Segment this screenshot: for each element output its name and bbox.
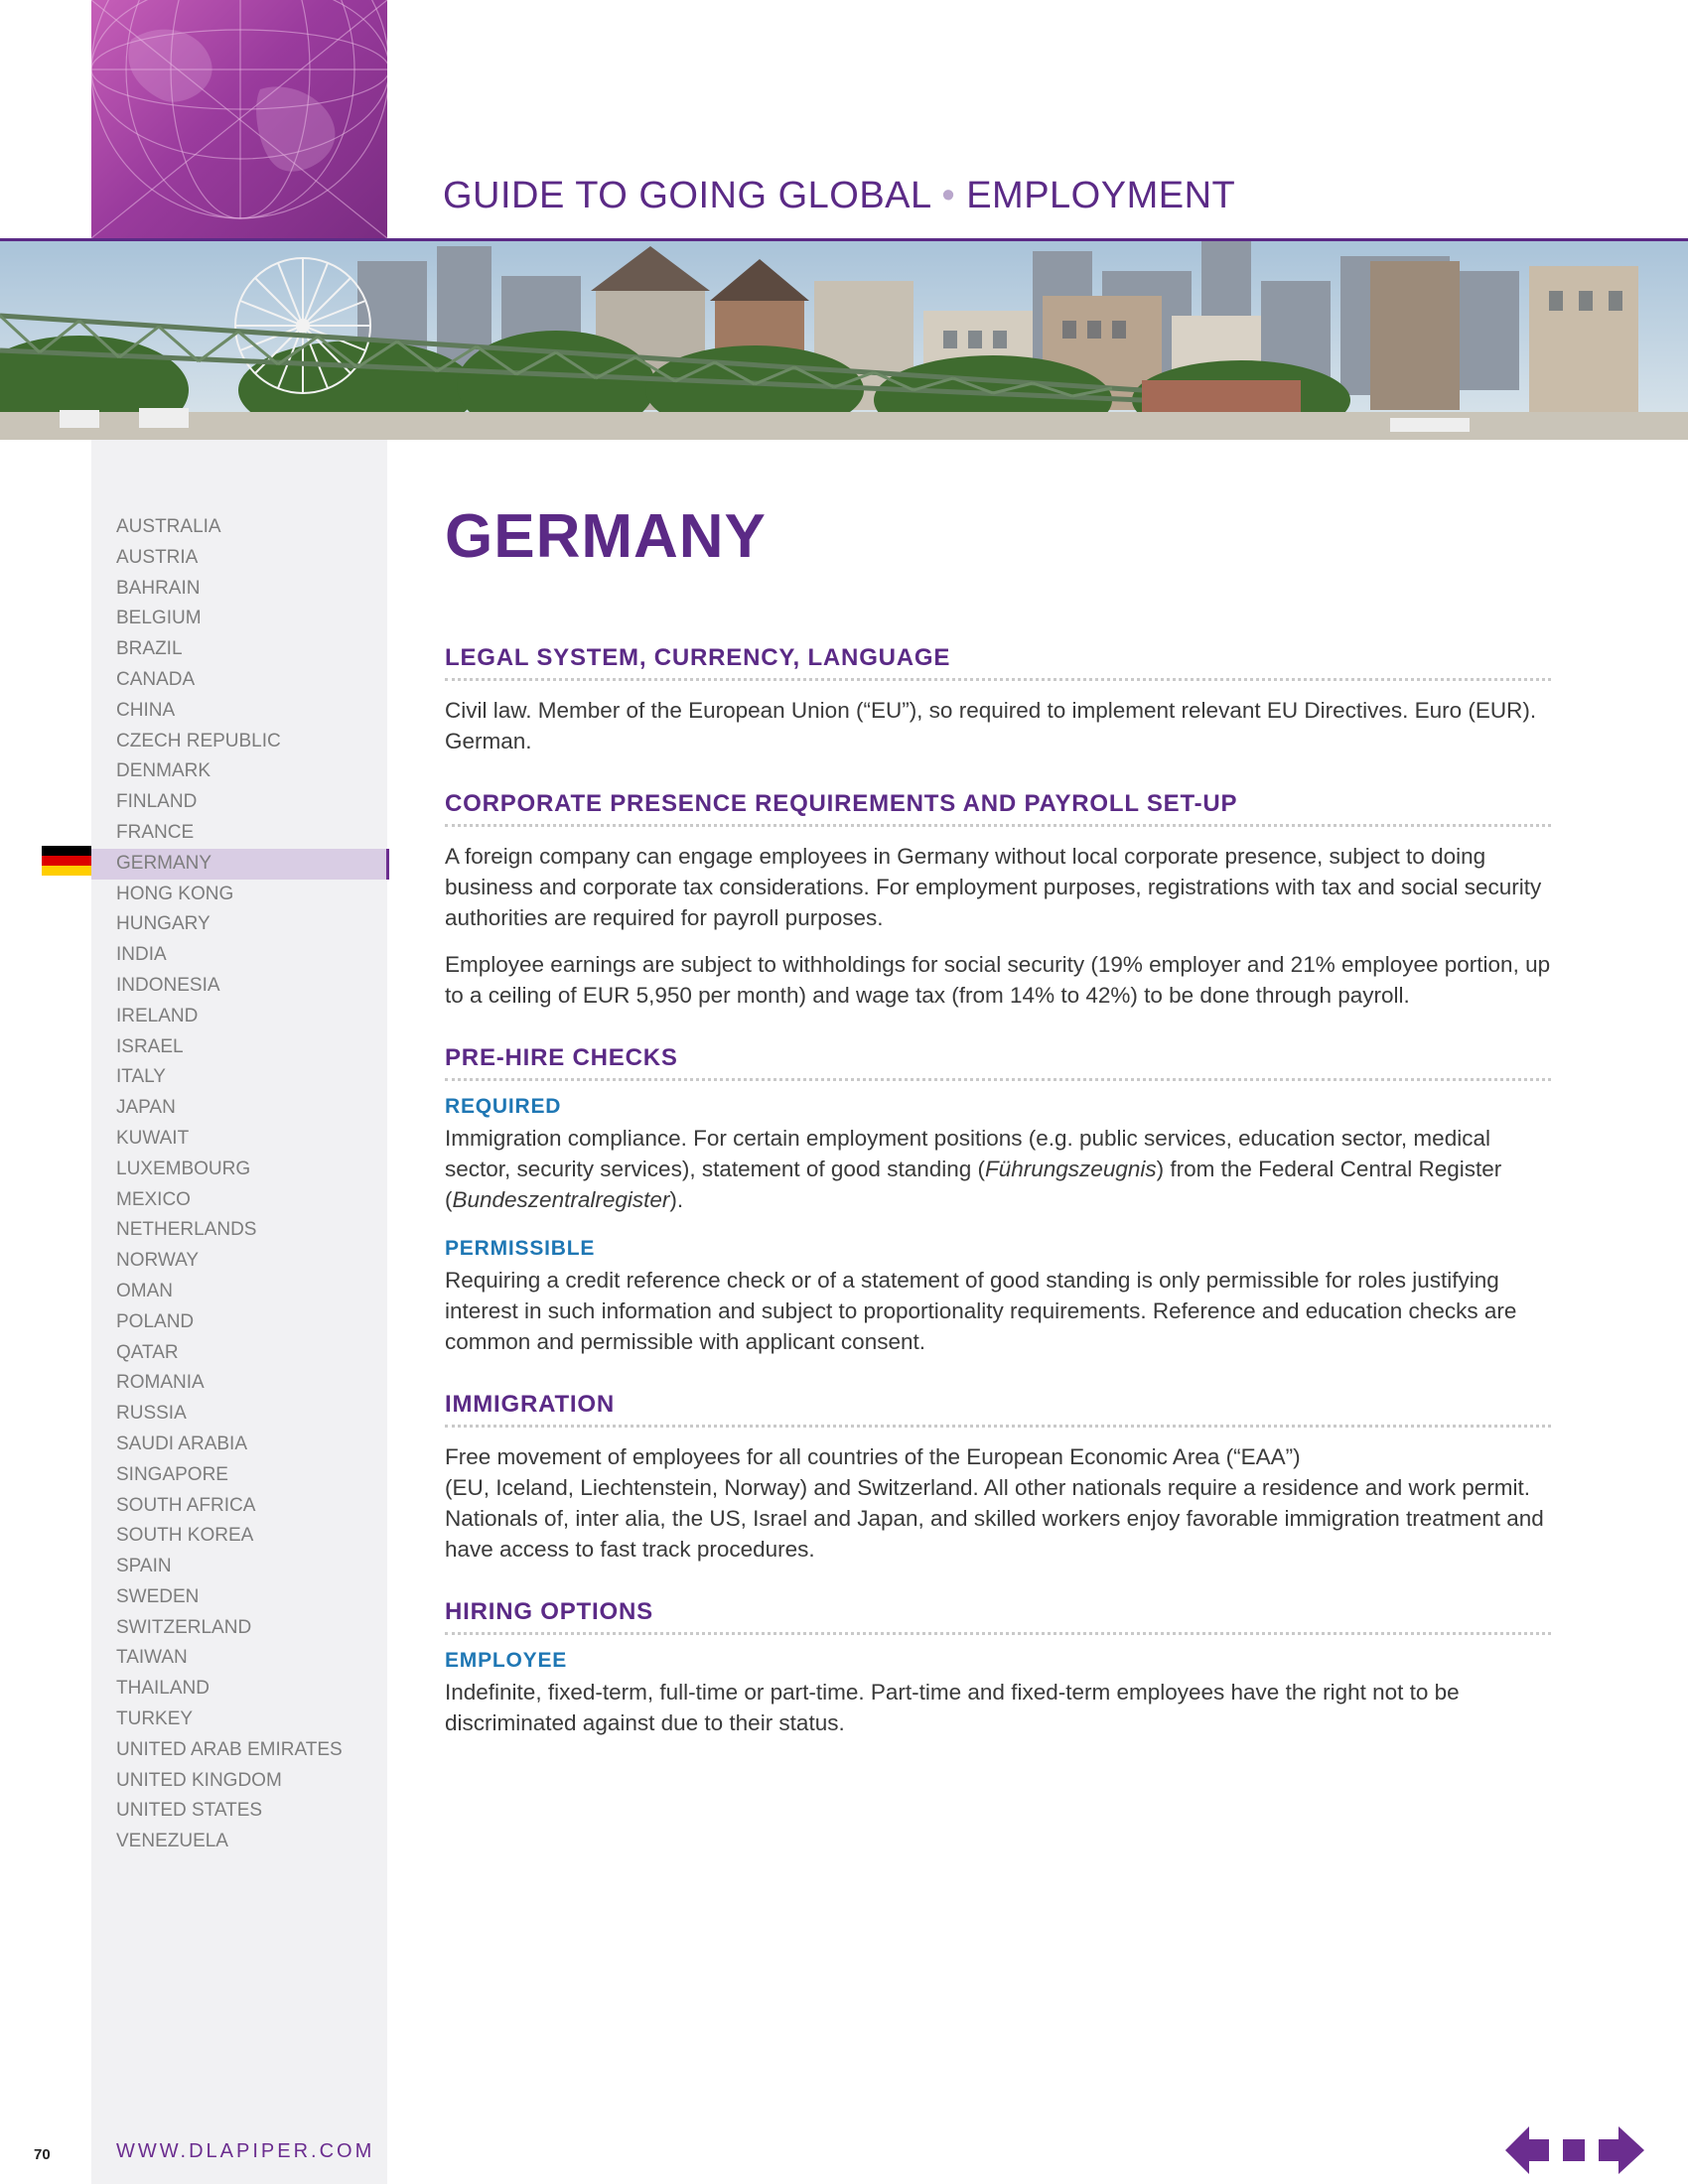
sidebar-item-china[interactable]: CHINA	[116, 699, 176, 721]
previous-page-arrow-icon[interactable]	[1505, 2126, 1549, 2174]
sidebar-item-finland[interactable]: FINLAND	[116, 791, 198, 813]
sidebar-item-venezuela[interactable]: VENEZUELA	[116, 1831, 228, 1852]
sidebar-item-kuwait[interactable]: KUWAIT	[116, 1127, 190, 1149]
sidebar-item-united-kingdom[interactable]: UNITED KINGDOM	[116, 1769, 282, 1791]
immigration-line-2: (EU, Iceland, Liechtenstein, Norway) and Switzerland. All other nationals require a residence and work permit. Nationals of, inter alia, the US, Israel and Japan, and skilled workers enjoy favorable immigration treatment and have access to fast track procedures.	[445, 1475, 1544, 1562]
hiring-heading: HIRING OPTIONS	[445, 1598, 1551, 1635]
sidebar-item-denmark[interactable]: DENMARK	[116, 760, 211, 782]
city-banner-photo	[0, 241, 1688, 440]
flag-stripe-black	[42, 846, 91, 856]
prehire-section	[445, 1044, 1551, 1357]
hiring-section	[445, 1598, 1551, 1738]
main-content	[445, 501, 1551, 1772]
sidebar-item-hungary[interactable]: HUNGARY	[116, 913, 211, 935]
sidebar-item-israel[interactable]: ISRAEL	[116, 1035, 184, 1057]
sidebar-item-spain[interactable]: SPAIN	[116, 1556, 172, 1577]
header-globe-graphic	[91, 0, 387, 238]
sidebar-item-italy[interactable]: ITALY	[116, 1066, 166, 1088]
sidebar-item-qatar[interactable]: QATAR	[116, 1341, 179, 1363]
employee-text: Indefinite, fixed-term, full-time or part-time. Part-time and fixed-term employees have the right not to be discriminated against due to their status.	[445, 1680, 1460, 1735]
sidebar-item-czech-republic[interactable]: CZECH REPUBLIC	[116, 730, 281, 751]
home-square-icon[interactable]	[1563, 2139, 1585, 2161]
guide-section-text: EMPLOYMENT	[966, 175, 1236, 216]
sidebar-item-bahrain[interactable]: BAHRAIN	[116, 577, 201, 599]
sidebar-item-india[interactable]: INDIA	[116, 944, 167, 966]
required-text-a: Immigration compliance. For certain employment positions (e.g. public services, education sector, medical sector, security services), statement of good standing (	[445, 1126, 1490, 1181]
sidebar-item-mexico[interactable]: MEXICO	[116, 1188, 191, 1210]
sidebar-item-south-africa[interactable]: SOUTH AFRICA	[116, 1494, 256, 1516]
permissible-text: Requiring a credit reference check or of a statement of good standing is only permissible for roles justifying interest in such information and subject to proportionality requirements. Reference and education checks are common and permissible with applicant consent.	[445, 1268, 1517, 1354]
sidebar-item-brazil[interactable]: BRAZIL	[116, 638, 183, 660]
corporate-heading: CORPORATE PRESENCE REQUIREMENTS AND PAYROLL SET-UP	[445, 790, 1551, 827]
required-text-b: ) from the Federal Central Register (	[445, 1157, 1502, 1212]
sidebar-item-turkey[interactable]: TURKEY	[116, 1708, 194, 1730]
next-page-arrow-icon[interactable]	[1599, 2126, 1644, 2174]
sidebar-item-united-arab-emirates[interactable]: UNITED ARAB EMIRATES	[116, 1738, 343, 1760]
website-link[interactable]: WWW.DLAPIPER.COM	[116, 2140, 375, 2162]
sidebar-item-canada[interactable]: CANADA	[116, 668, 196, 690]
legal-text: Civil law. Member of the European Union (“EU”), so required to implement relevant EU Directives. Euro (EUR). German.	[445, 698, 1537, 753]
required-subheading: REQUIRED	[445, 1095, 562, 1118]
sidebar-item-south-korea[interactable]: SOUTH KOREA	[116, 1525, 254, 1547]
page-number: 70	[34, 2146, 51, 2163]
immigration-heading: IMMIGRATION	[445, 1391, 1551, 1428]
required-text-c: ).	[669, 1187, 684, 1212]
guide-title-text: GUIDE TO GOING GLOBAL	[443, 175, 931, 216]
sidebar-item-taiwan[interactable]: TAIWAN	[116, 1647, 188, 1669]
legal-section	[445, 644, 1551, 756]
immigration-line-1: Free movement of employees for all countries of the European Economic Area (“EAA”)	[445, 1444, 1301, 1469]
prehire-heading: PRE-HIRE CHECKS	[445, 1044, 1551, 1081]
sidebar-item-switzerland[interactable]: SWITZERLAND	[116, 1616, 252, 1638]
guide-title	[443, 175, 1235, 217]
sidebar-item-romania[interactable]: ROMANIA	[116, 1372, 205, 1394]
country-nav-list	[91, 512, 389, 1857]
sidebar-item-sweden[interactable]: SWEDEN	[116, 1585, 200, 1607]
sidebar-item-norway[interactable]: NORWAY	[116, 1250, 200, 1272]
corporate-section	[445, 790, 1551, 1011]
sidebar-item-russia[interactable]: RUSSIA	[116, 1403, 187, 1425]
sidebar-item-poland[interactable]: POLAND	[116, 1310, 195, 1332]
sidebar-item-germany[interactable]: GERMANY	[91, 849, 389, 880]
sidebar-item-saudi-arabia[interactable]: SAUDI ARABIA	[116, 1433, 247, 1454]
required-text	[445, 1123, 1551, 1215]
title-separator: •	[941, 175, 956, 216]
germany-flag-icon	[42, 846, 91, 876]
sidebar-item-hong-kong[interactable]: HONG KONG	[116, 883, 234, 904]
employee-subheading: EMPLOYEE	[445, 1649, 568, 1672]
flag-stripe-gold	[42, 866, 91, 876]
sidebar-item-austria[interactable]: AUSTRIA	[116, 546, 199, 568]
fuhrungszeugnis-term: Führungszeugnis	[985, 1157, 1157, 1181]
sidebar-item-belgium[interactable]: BELGIUM	[116, 608, 202, 629]
flag-stripe-red	[42, 856, 91, 866]
corporate-paragraph-2: Employee earnings are subject to withholdings for social security (19% employer and 21% employee portion, up to a ceiling of EUR 5,950 per month) and wage tax (from 14% to 42%) to be done through payroll.	[445, 952, 1551, 1008]
sidebar-item-indonesia[interactable]: INDONESIA	[116, 974, 220, 996]
sidebar-item-ireland[interactable]: IRELAND	[116, 1005, 199, 1026]
globe-icon	[91, 0, 387, 238]
immigration-section	[445, 1391, 1551, 1565]
sidebar-item-singapore[interactable]: SINGAPORE	[116, 1463, 228, 1485]
permissible-subheading: PERMISSIBLE	[445, 1237, 596, 1260]
sidebar-item-japan[interactable]: JAPAN	[116, 1097, 176, 1119]
sidebar-item-france[interactable]: FRANCE	[116, 821, 195, 843]
sidebar-item-luxembourg[interactable]: LUXEMBOURG	[116, 1158, 251, 1179]
legal-heading: LEGAL SYSTEM, CURRENCY, LANGUAGE	[445, 644, 1551, 681]
bundeszentralregister-term: Bundeszentralregister	[452, 1187, 670, 1212]
corporate-paragraph-1: A foreign company can engage employees in Germany without local corporate presence, subject to doing business and corporate tax considerations. For employment purposes, registrations with tax and social security authorities are required for payroll purposes.	[445, 844, 1542, 930]
sidebar-item-united-states[interactable]: UNITED STATES	[116, 1800, 263, 1822]
page-title: GERMANY	[445, 502, 767, 571]
sidebar-item-australia[interactable]: AUSTRALIA	[116, 516, 221, 537]
sidebar-item-oman[interactable]: OMAN	[116, 1280, 173, 1301]
sidebar-item-netherlands[interactable]: NETHERLANDS	[116, 1219, 257, 1241]
sidebar-item-thailand[interactable]: THAILAND	[116, 1678, 210, 1700]
immigration-text	[445, 1441, 1551, 1565]
page-navigation	[1505, 2122, 1644, 2178]
